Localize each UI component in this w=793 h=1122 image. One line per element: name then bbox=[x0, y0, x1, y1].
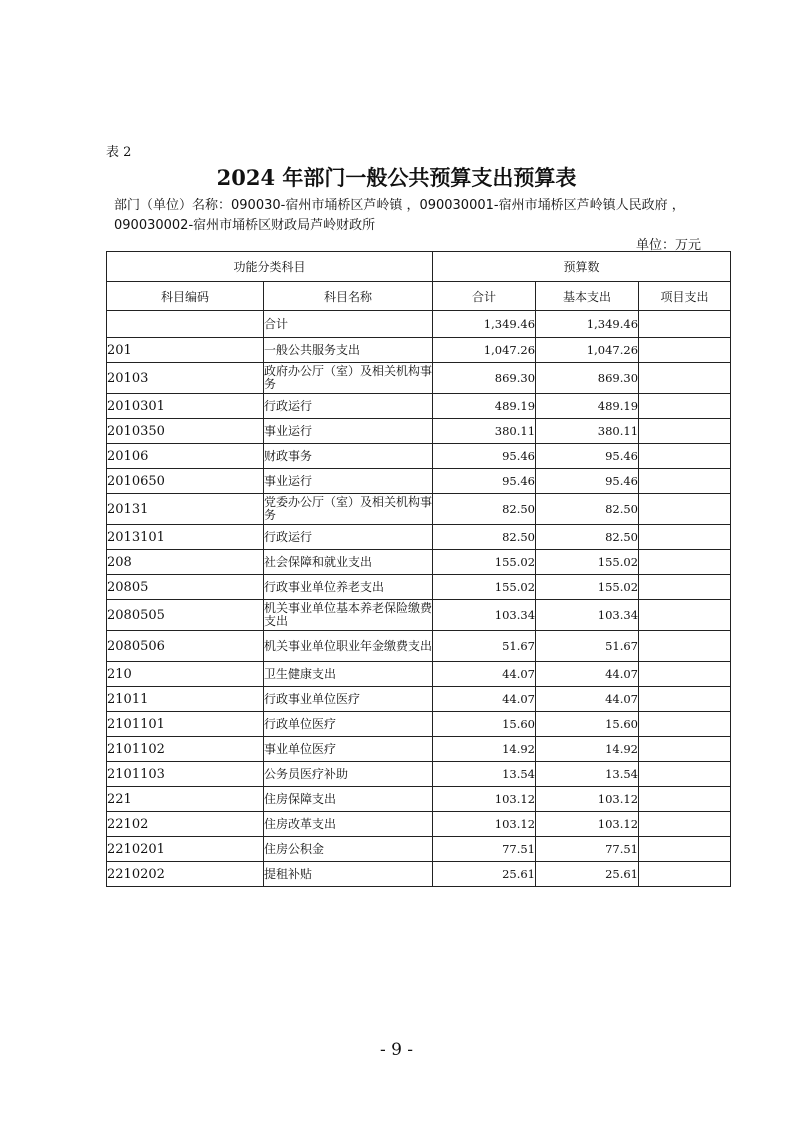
cell-name: 党委办公厅（室）及相关机构事务 bbox=[264, 494, 433, 525]
cell-total: 380.11 bbox=[433, 419, 536, 444]
cell-name: 行政单位医疗 bbox=[264, 712, 433, 737]
cell-total: 1,047.26 bbox=[433, 338, 536, 363]
cell-code: 2010350 bbox=[107, 419, 264, 444]
cell-code: 208 bbox=[107, 550, 264, 575]
cell-basic: 95.46 bbox=[536, 469, 639, 494]
cell-code: 221 bbox=[107, 787, 264, 812]
header-total: 合计 bbox=[433, 282, 536, 311]
cell-name: 一般公共服务支出 bbox=[264, 338, 433, 363]
cell-total: 103.34 bbox=[433, 600, 536, 631]
cell-code: 201 bbox=[107, 338, 264, 363]
table-body bbox=[107, 311, 731, 887]
table-row bbox=[107, 494, 731, 525]
cell-name: 行政运行 bbox=[264, 525, 433, 550]
cell-code: 2101102 bbox=[107, 737, 264, 762]
page-number: - 9 - bbox=[379, 1040, 414, 1060]
department-line-1: 部门（单位）名称：090030-宿州市埇桥区芦岭镇 ，090030001-宿州市埇桥区芦岭镇人民政府 ， bbox=[114, 198, 685, 213]
cell-basic: 155.02 bbox=[536, 575, 639, 600]
cell-total: 103.12 bbox=[433, 812, 536, 837]
cell-basic: 155.02 bbox=[536, 550, 639, 575]
cell-code bbox=[107, 311, 264, 338]
header-project: 项目支出 bbox=[639, 282, 731, 311]
cell-name: 财政事务 bbox=[264, 444, 433, 469]
cell-code: 2013101 bbox=[107, 525, 264, 550]
header-basic: 基本支出 bbox=[536, 282, 639, 311]
cell-code: 2101101 bbox=[107, 712, 264, 737]
cell-project bbox=[639, 662, 731, 687]
cell-basic: 95.46 bbox=[536, 444, 639, 469]
cell-code: 2101103 bbox=[107, 762, 264, 787]
department-line-2: 090030002-宿州市埇桥区财政局芦岭财政所 bbox=[114, 218, 376, 233]
cell-total: 1,349.46 bbox=[433, 311, 536, 338]
cell-name: 事业运行 bbox=[264, 419, 433, 444]
header-code: 科目编码 bbox=[107, 282, 264, 311]
cell-project bbox=[639, 575, 731, 600]
header-budget-group: 预算数 bbox=[433, 252, 731, 282]
table-row bbox=[107, 812, 731, 837]
table-row bbox=[107, 575, 731, 600]
table-row bbox=[107, 687, 731, 712]
cell-total: 44.07 bbox=[433, 662, 536, 687]
cell-project bbox=[639, 631, 731, 662]
unit-label: 单位：万元 bbox=[635, 238, 701, 253]
cell-total: 77.51 bbox=[433, 837, 536, 862]
cell-basic: 77.51 bbox=[536, 837, 639, 862]
cell-basic: 82.50 bbox=[536, 494, 639, 525]
cell-project bbox=[639, 712, 731, 737]
cell-basic: 13.54 bbox=[536, 762, 639, 787]
cell-project bbox=[639, 338, 731, 363]
cell-project bbox=[639, 737, 731, 762]
table-row bbox=[107, 394, 731, 419]
cell-total: 155.02 bbox=[433, 550, 536, 575]
cell-project bbox=[639, 787, 731, 812]
cell-project bbox=[639, 394, 731, 419]
cell-project bbox=[639, 494, 731, 525]
cell-name: 社会保障和就业支出 bbox=[264, 550, 433, 575]
cell-code: 21011 bbox=[107, 687, 264, 712]
cell-basic: 44.07 bbox=[536, 687, 639, 712]
cell-name: 事业单位医疗 bbox=[264, 737, 433, 762]
table-row bbox=[107, 837, 731, 862]
cell-basic: 44.07 bbox=[536, 662, 639, 687]
cell-name: 机关事业单位基本养老保险缴费支出 bbox=[264, 600, 433, 631]
table-row bbox=[107, 419, 731, 444]
cell-total: 14.92 bbox=[433, 737, 536, 762]
cell-name: 事业运行 bbox=[264, 469, 433, 494]
cell-code: 2010301 bbox=[107, 394, 264, 419]
cell-code: 2010650 bbox=[107, 469, 264, 494]
cell-total: 15.60 bbox=[433, 712, 536, 737]
cell-total: 155.02 bbox=[433, 575, 536, 600]
cell-name: 合计 bbox=[264, 311, 433, 338]
table-row bbox=[107, 600, 731, 631]
cell-basic: 103.12 bbox=[536, 787, 639, 812]
cell-total: 489.19 bbox=[433, 394, 536, 419]
cell-total: 82.50 bbox=[433, 494, 536, 525]
cell-project bbox=[639, 812, 731, 837]
cell-project bbox=[639, 469, 731, 494]
cell-total: 13.54 bbox=[433, 762, 536, 787]
cell-code: 20805 bbox=[107, 575, 264, 600]
cell-total: 82.50 bbox=[433, 525, 536, 550]
cell-total: 869.30 bbox=[433, 363, 536, 394]
cell-name: 行政事业单位医疗 bbox=[264, 687, 433, 712]
cell-project bbox=[639, 762, 731, 787]
cell-name: 提租补贴 bbox=[264, 862, 433, 887]
cell-name: 政府办公厅（室）及相关机构事务 bbox=[264, 363, 433, 394]
cell-project bbox=[639, 862, 731, 887]
cell-basic: 1,349.46 bbox=[536, 311, 639, 338]
cell-project bbox=[639, 311, 731, 338]
cell-basic: 14.92 bbox=[536, 737, 639, 762]
cell-name: 公务员医疗补助 bbox=[264, 762, 433, 787]
cell-code: 20131 bbox=[107, 494, 264, 525]
cell-basic: 489.19 bbox=[536, 394, 639, 419]
cell-project bbox=[639, 363, 731, 394]
cell-code: 2210202 bbox=[107, 862, 264, 887]
cell-code: 22102 bbox=[107, 812, 264, 837]
cell-basic: 869.30 bbox=[536, 363, 639, 394]
table-row bbox=[107, 338, 731, 363]
table-row bbox=[107, 787, 731, 812]
table-row bbox=[107, 631, 731, 662]
cell-code: 2080505 bbox=[107, 600, 264, 631]
cell-code: 2210201 bbox=[107, 837, 264, 862]
cell-code: 20103 bbox=[107, 363, 264, 394]
cell-name: 机关事业单位职业年金缴费支出 bbox=[264, 631, 433, 662]
cell-total: 25.61 bbox=[433, 862, 536, 887]
table-row bbox=[107, 550, 731, 575]
budget-table bbox=[106, 251, 731, 887]
cell-name: 行政运行 bbox=[264, 394, 433, 419]
cell-code: 2080506 bbox=[107, 631, 264, 662]
cell-project bbox=[639, 687, 731, 712]
table-row bbox=[107, 737, 731, 762]
cell-total: 95.46 bbox=[433, 469, 536, 494]
table-row bbox=[107, 469, 731, 494]
cell-name: 住房保障支出 bbox=[264, 787, 433, 812]
table-row bbox=[107, 662, 731, 687]
table-label: 表 2 bbox=[106, 145, 132, 160]
cell-basic: 15.60 bbox=[536, 712, 639, 737]
cell-project bbox=[639, 837, 731, 862]
cell-code: 20106 bbox=[107, 444, 264, 469]
page-title: 2024 年部门一般公共预算支出预算表 bbox=[216, 165, 577, 190]
cell-basic: 103.34 bbox=[536, 600, 639, 631]
department-info bbox=[114, 196, 734, 236]
cell-name: 行政事业单位养老支出 bbox=[264, 575, 433, 600]
cell-project bbox=[639, 444, 731, 469]
table-row bbox=[107, 712, 731, 737]
cell-total: 51.67 bbox=[433, 631, 536, 662]
cell-basic: 103.12 bbox=[536, 812, 639, 837]
cell-total: 44.07 bbox=[433, 687, 536, 712]
cell-total: 95.46 bbox=[433, 444, 536, 469]
table-row bbox=[107, 525, 731, 550]
cell-basic: 380.11 bbox=[536, 419, 639, 444]
cell-total: 103.12 bbox=[433, 787, 536, 812]
cell-project bbox=[639, 550, 731, 575]
cell-project bbox=[639, 600, 731, 631]
table-row bbox=[107, 311, 731, 338]
table-row bbox=[107, 363, 731, 394]
header-name: 科目名称 bbox=[264, 282, 433, 311]
cell-basic: 25.61 bbox=[536, 862, 639, 887]
table-row bbox=[107, 862, 731, 887]
cell-basic: 51.67 bbox=[536, 631, 639, 662]
cell-basic: 82.50 bbox=[536, 525, 639, 550]
cell-project bbox=[639, 419, 731, 444]
cell-code: 210 bbox=[107, 662, 264, 687]
table-row bbox=[107, 444, 731, 469]
cell-name: 卫生健康支出 bbox=[264, 662, 433, 687]
cell-name: 住房公积金 bbox=[264, 837, 433, 862]
cell-name: 住房改革支出 bbox=[264, 812, 433, 837]
table-row bbox=[107, 762, 731, 787]
header-function-group: 功能分类科目 bbox=[107, 252, 433, 282]
cell-basic: 1,047.26 bbox=[536, 338, 639, 363]
cell-project bbox=[639, 525, 731, 550]
